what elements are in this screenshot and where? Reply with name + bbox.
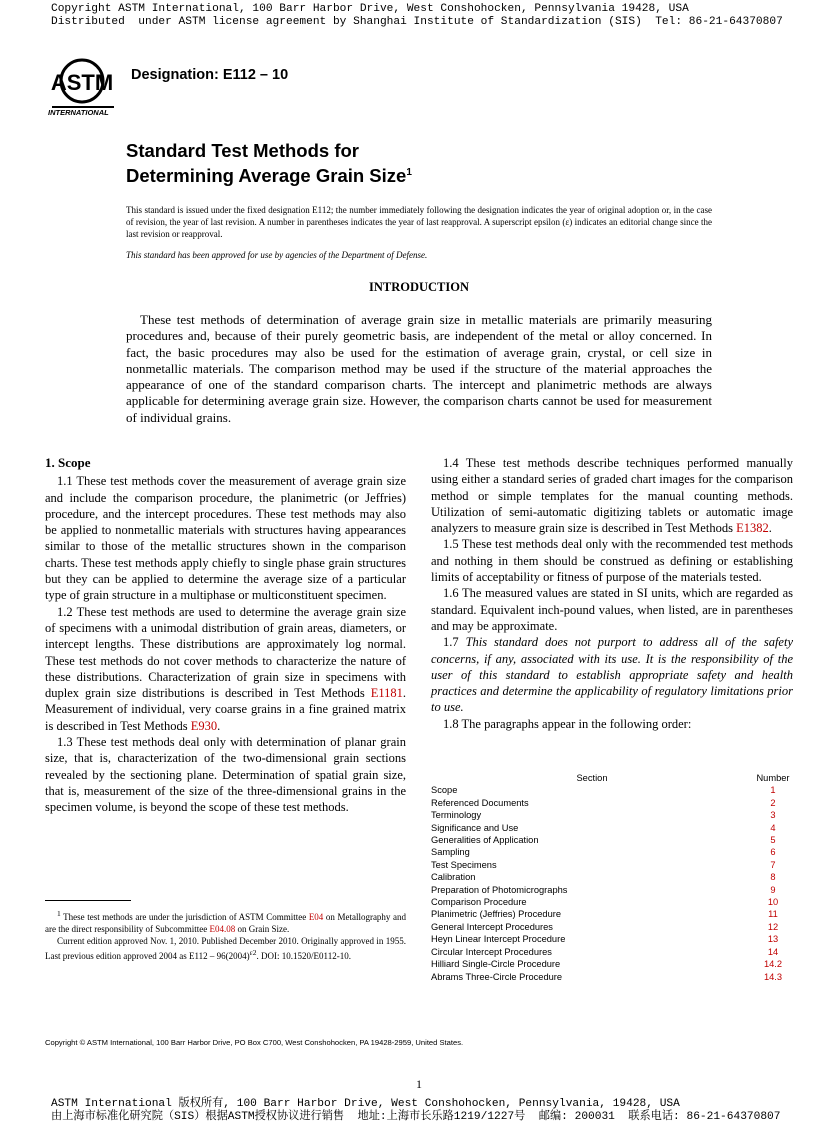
- section-order-table: [431, 772, 793, 983]
- toc-section-label: General Intercept Procedures: [431, 921, 553, 933]
- header-line-2: Distributed under ASTM license agreement by Shanghai Institute of Standardization (SIS) Tel: 86-21-64370807: [51, 16, 783, 29]
- designation: Designation: E112 – 10: [131, 67, 288, 83]
- link-e1382[interactable]: E1382: [736, 521, 769, 535]
- toc-row: [431, 884, 793, 896]
- toc-section-number[interactable]: 13: [753, 933, 793, 945]
- paragraph-1-3: 1.3 These test methods deal only with determination of planar grain size, that is, characterization of the two-dimensional grain sections revealed by the sectioning plane. Determination of spatial grain size, that is, measurement of the size of the three-dimensional grains in the specimen volume, is beyond the scope of these test methods.: [45, 734, 406, 815]
- toc-row: [431, 809, 793, 821]
- toc-row: [431, 908, 793, 920]
- header-line-1: Copyright ASTM International, 100 Barr Harbor Drive, West Conshohocken, Pennsylvania 19428, USA: [51, 3, 783, 16]
- introduction-text: These test methods of determination of average grain size in metallic materials are primarily measuring procedures and, because of their purely geometric basis, are independent of the metal or alloy concerned. In fact, the basic procedures may also be used for the estimation of average grain, crystal, or cell size in nonmetallic materials. The comparison method may be used if the structure of the material approaches the appearance of one of the standard comparison charts. The intercept and planimetric methods are always applicable for determining average grain size. However, the comparison charts cannot be used for measurement of individual grains.: [126, 312, 712, 426]
- footnote-divider: [45, 900, 131, 901]
- distribution-footer: [51, 1098, 780, 1123]
- page-number: 1: [0, 1077, 838, 1092]
- toc-section-label: Comparison Procedure: [431, 896, 527, 908]
- svg-text:ASTM: ASTM: [51, 70, 113, 95]
- astm-logo: [48, 57, 118, 119]
- toc-section-number[interactable]: 10: [753, 896, 793, 908]
- toc-section-number[interactable]: 2: [753, 797, 793, 809]
- toc-section-number[interactable]: 6: [753, 846, 793, 858]
- toc-section-number[interactable]: 11: [753, 908, 793, 920]
- left-column: [45, 455, 406, 816]
- copyright-line: Copyright © ASTM International, 100 Barr Harbor Drive, PO Box C700, West Conshohocken, PA 19428-2959, United States.: [45, 1038, 463, 1047]
- toc-section-label: Referenced Documents: [431, 797, 529, 809]
- title-line-2: Determining Average Grain Size$^1$: [126, 162, 412, 187]
- toc-row: [431, 946, 793, 958]
- toc-section-label: Test Specimens: [431, 859, 497, 871]
- toc-section-number[interactable]: 14.2: [753, 958, 793, 970]
- footer-line-2: 由上海市标准化研究院（SIS）根据ASTM授权协议进行销售 地址:上海市长乐路1219/1227号 邮编: 200031 联系电话: 86-21-64370807: [51, 1111, 780, 1123]
- paragraph-1-4: 1.4 These test methods describe techniques performed manually using either a standard series of graded chart images for the comparison method or simple templates for the manual counting methods. Utilization of semi-automatic digitizing tablets or automatic image analyzers to measure grain size is described in Test Methods E1382.: [431, 455, 793, 536]
- toc-section-label: Terminology: [431, 809, 481, 821]
- toc-section-number[interactable]: 12: [753, 921, 793, 933]
- distribution-header: [51, 3, 783, 29]
- toc-row: [431, 933, 793, 945]
- link-e04[interactable]: E04: [309, 912, 324, 922]
- introduction-heading: INTRODUCTION: [0, 280, 838, 295]
- toc-row: [431, 846, 793, 858]
- toc-row: [431, 834, 793, 846]
- toc-section-number[interactable]: 7: [753, 859, 793, 871]
- paragraph-1-1: 1.1 These test methods cover the measurement of average grain size and include the comparison procedure, the planimetric (or Jeffries) procedure, and the intercept procedures. These test methods may also be applied to nonmetallic materials with structures having appearances similar to those of the metallic structures shown in the comparison charts. These test methods apply chiefly to single phase grain structures but they can be applied to determine the average size of a particular type of grain structure in a multiphase or multiconstituent specimen.: [45, 473, 406, 603]
- toc-row: [431, 921, 793, 933]
- title-line-1: Standard Test Methods for: [126, 140, 412, 162]
- toc-section-label: Significance and Use: [431, 822, 518, 834]
- paragraph-1-7: 1.7 This standard does not purport to address all of the safety concerns, if any, associated with its use. It is the responsibility of the user of this standard to establish appropriate safety and health practices and determine the applicability of regulatory limitations prior to use.: [431, 634, 793, 715]
- toc-row: [431, 859, 793, 871]
- toc-section-number[interactable]: 5: [753, 834, 793, 846]
- toc-row: [431, 971, 793, 983]
- toc-header-row: [431, 772, 793, 784]
- toc-section-number[interactable]: 9: [753, 884, 793, 896]
- toc-row: [431, 958, 793, 970]
- toc-section-number[interactable]: 8: [753, 871, 793, 883]
- link-e04-08[interactable]: E04.08: [209, 924, 235, 934]
- toc-row: [431, 784, 793, 796]
- toc-section-label: Calibration: [431, 871, 475, 883]
- toc-row: [431, 822, 793, 834]
- toc-section-number[interactable]: 14: [753, 946, 793, 958]
- footer-line-1: ASTM International 版权所有, 100 Barr Harbor Drive, West Conshohocken, Pennsylvania, 19428, USA: [51, 1098, 780, 1111]
- toc-section-number[interactable]: 3: [753, 809, 793, 821]
- toc-header-section: Section: [431, 772, 753, 784]
- approval-note: This standard has been approved for use by agencies of the Department of Defense.: [126, 250, 427, 260]
- toc-section-label: Scope: [431, 784, 457, 796]
- paragraph-1-6: 1.6 The measured values are stated in SI units, which are regarded as standard. Equivalent inch-pound values, when listed, are in parentheses and may be approximate.: [431, 585, 793, 634]
- section-heading-scope: 1. Scope: [45, 455, 406, 471]
- footnotes: [45, 908, 406, 962]
- toc-section-label: Hilliard Single-Circle Procedure: [431, 958, 560, 970]
- toc-row: [431, 797, 793, 809]
- toc-header-number: Number: [753, 772, 793, 784]
- footnote-1: $^1$ These test methods are under the jurisdiction of ASTM Committee E04 on Metallography and are the direct responsibility of Subcommittee E04.08 on Grain Size.: [45, 908, 406, 935]
- toc-section-label: Abrams Three-Circle Procedure: [431, 971, 562, 983]
- issue-note: This standard is issued under the fixed designation E112; the number immediately following the designation indicates the year of original adoption or, in the case of revision, the year of last revision. A number in parentheses indicates the year of last reapproval. A superscript epsilon (ε) indicates an editorial change since the last revision or reapproval.: [126, 204, 712, 240]
- paragraph-1-5: 1.5 These test methods deal only with the recommended test methods and nothing in them should be construed as defining or establishing limits of acceptability or fitness of purpose of the materials tested.: [431, 536, 793, 585]
- link-e930[interactable]: E930: [191, 719, 217, 733]
- footnote-edition: Current edition approved Nov. 1, 2010. Published December 2010. Originally approved in 1955. Last previous edition approved 2004 as $E112 - 96(2004)^{\varepsilon 2}$. DOI: 10.1520/E0112-10.: [45, 935, 406, 962]
- toc-section-label: Preparation of Photomicrographs: [431, 884, 567, 896]
- toc-section-number[interactable]: 14.3: [753, 971, 793, 983]
- toc-section-label: Planimetric (Jeffries) Procedure: [431, 908, 561, 920]
- toc-section-label: Heyn Linear Intercept Procedure: [431, 933, 565, 945]
- toc-rows: [431, 784, 793, 983]
- toc-section-label: Generalities of Application: [431, 834, 539, 846]
- toc-section-label: Circular Intercept Procedures: [431, 946, 552, 958]
- toc-row: [431, 896, 793, 908]
- link-e1181[interactable]: E1181: [371, 686, 403, 700]
- paragraph-1-2: 1.2 These test methods are used to determine the average grain size of specimens with a unimodal distribution of grain areas, diameters, or intercept lengths. These distributions are approximately log normal. These test methods do not cover methods to characterize the nature of these distributions. Characterization of grain size in specimens with duplex grain size distributions is described in Test Methods E1181. Measurement of individual, very coarse grains in a fine grained matrix is described in Test Methods E930.: [45, 604, 406, 734]
- toc-section-number[interactable]: 1: [753, 784, 793, 796]
- document-title: [126, 140, 412, 187]
- paragraph-1-8: 1.8 The paragraphs appear in the following order:: [431, 716, 793, 732]
- toc-section-label: Sampling: [431, 846, 470, 858]
- logo-wordmark: INTERNATIONAL: [48, 108, 109, 117]
- toc-section-number[interactable]: 4: [753, 822, 793, 834]
- toc-row: [431, 871, 793, 883]
- right-column: [431, 455, 793, 732]
